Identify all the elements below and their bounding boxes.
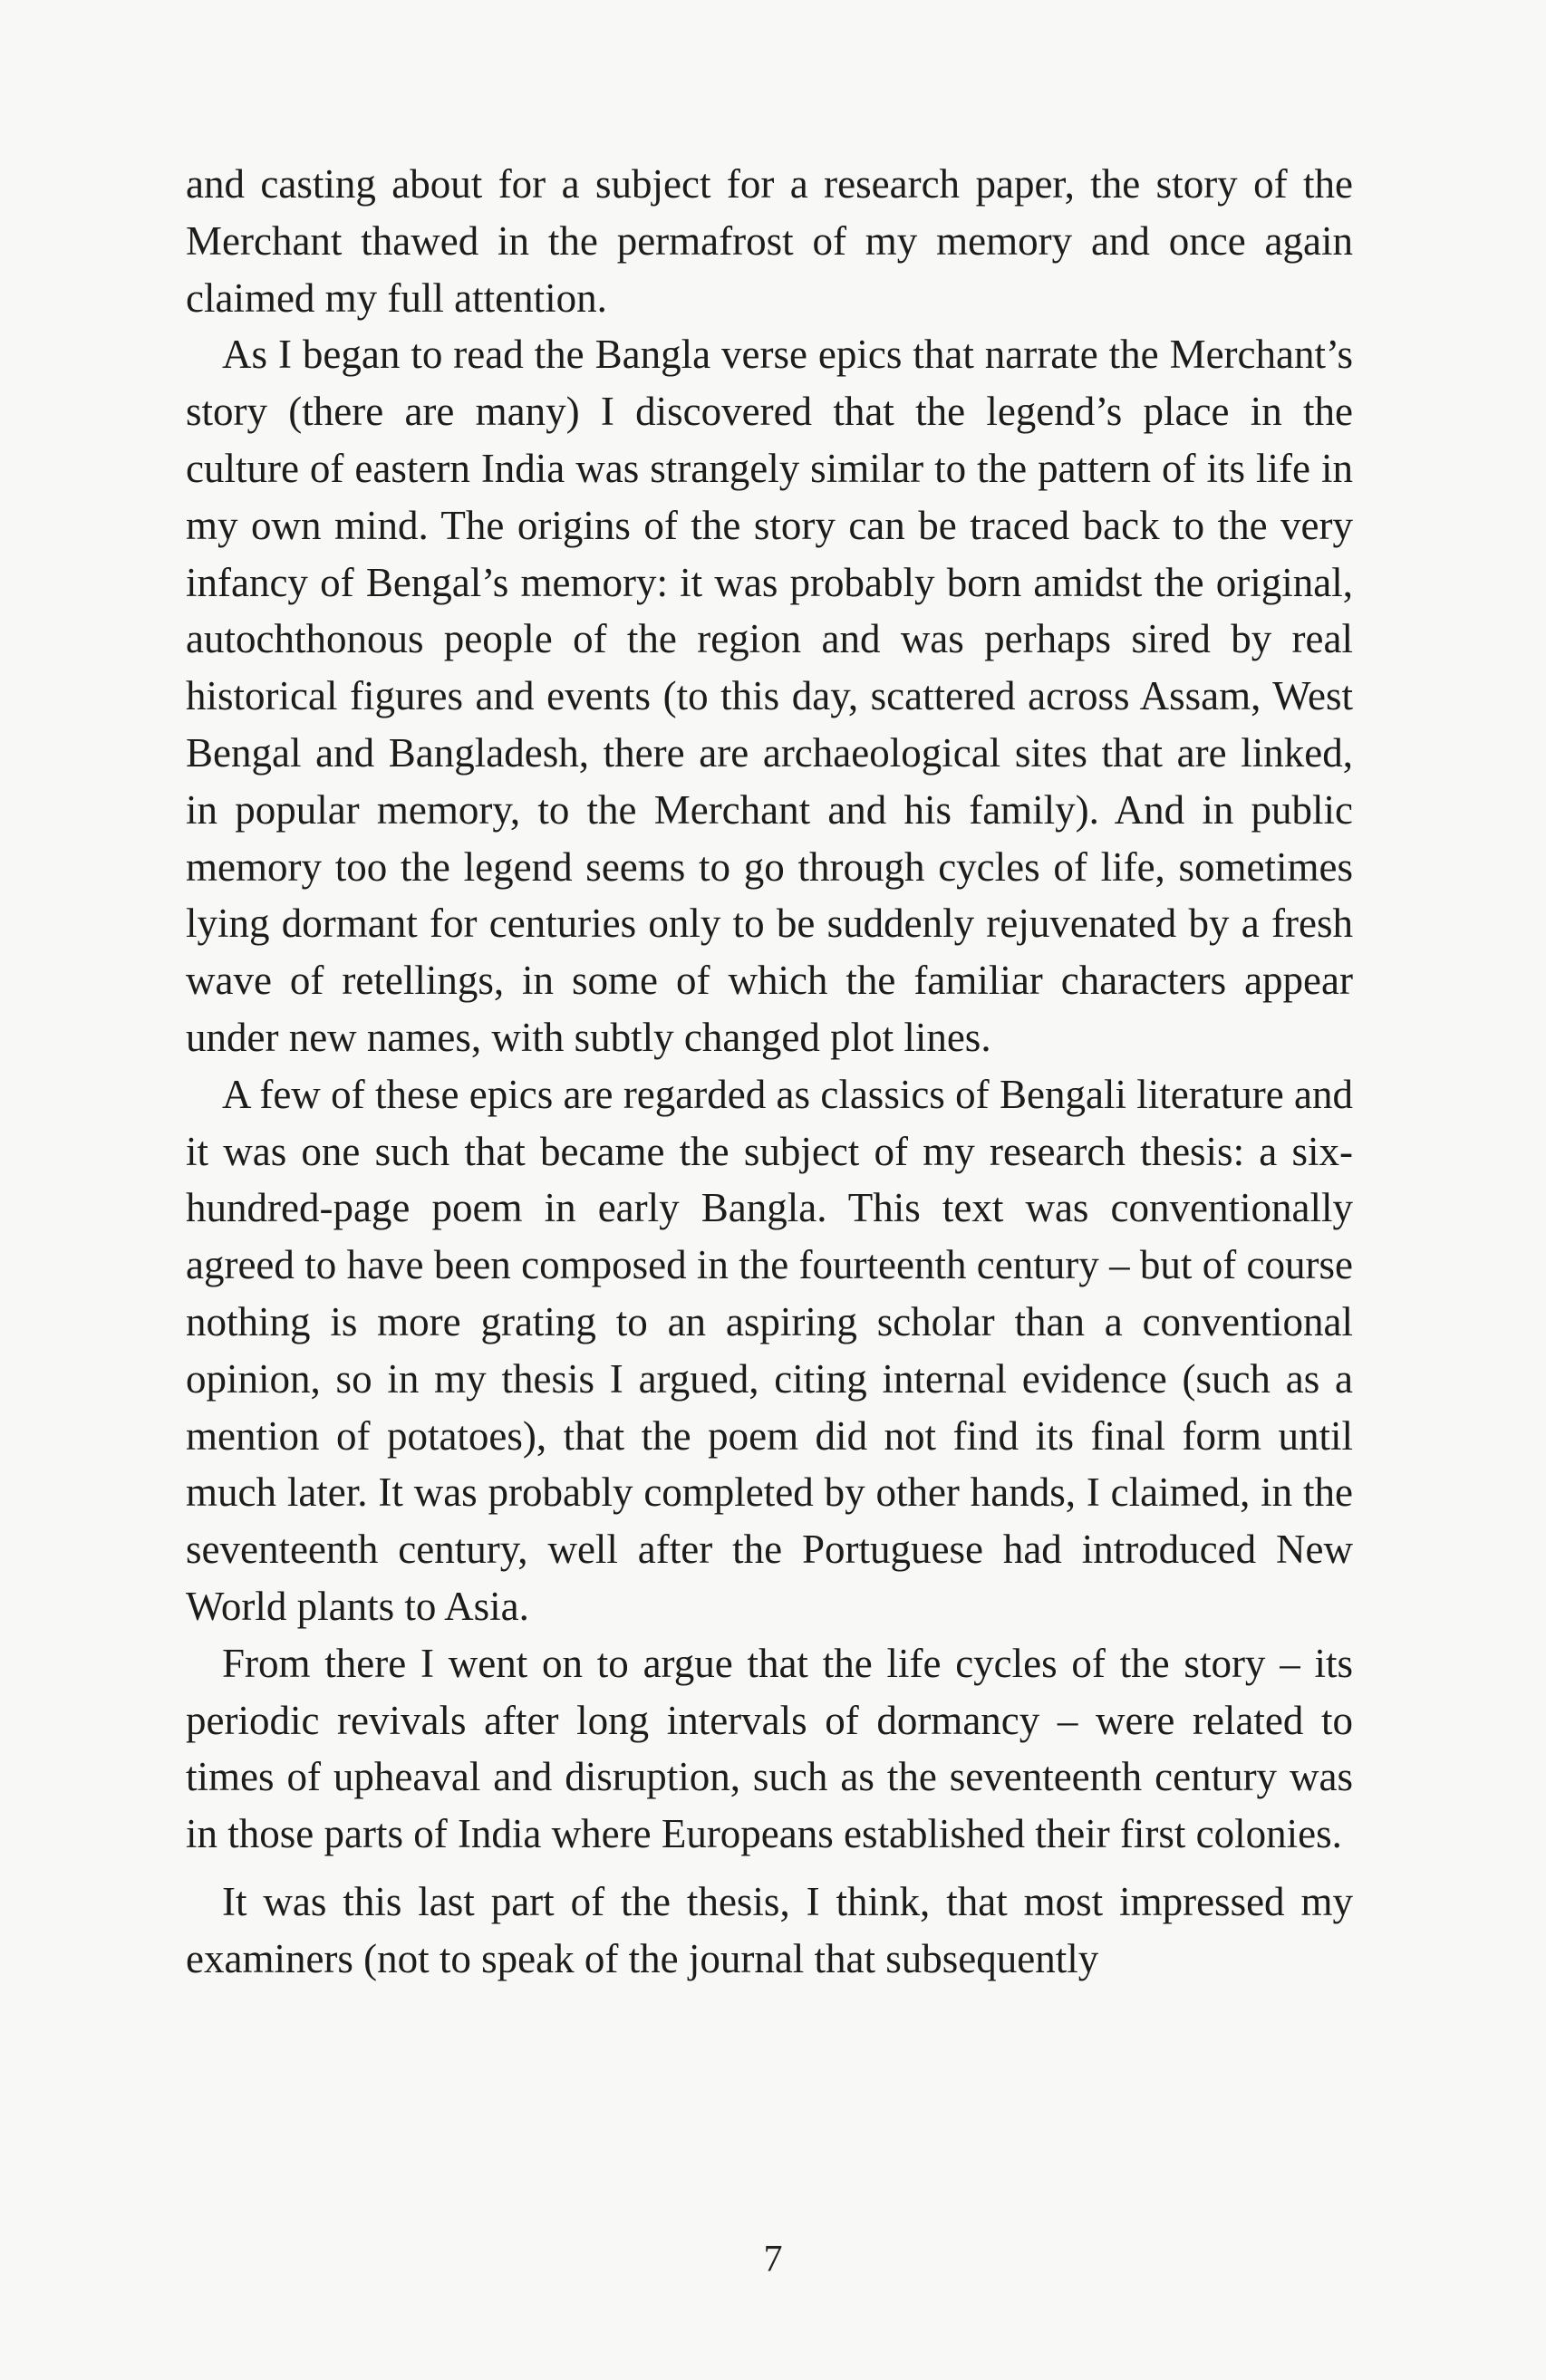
paragraph-4: From there I went on to argue that the life cycles of the story – its periodic revivals after long intervals of dormancy – were related to times of upheaval and disruption, such as the seventeenth century was in those parts of India where Europeans established their first colonies. <box>186 1640 1353 1857</box>
body-text <box>186 156 1353 1988</box>
page-number: 7 <box>763 2239 783 2280</box>
paragraph-1: and casting about for a subject for a research paper, the story of the Merchant thawed in the permafrost of my memory and once again claimed my full attention. <box>186 161 1353 321</box>
paragraph-3: A few of these epics are regarded as classics of Bengali literature and it was one such that became the subject of my research thesis: a six-hundred-page poem in early Bangla. This text was conventionally agreed to have been composed in the fourteenth century – but of course nothing is more grating to an aspiring scholar than a conventional opinion, so in my thesis I argued, citing internal evidence (such as a mention of potatoes), that the poem did not find its final form until much later. It was probably completed by other hands, I claimed, in the seventeenth century, well after the Portuguese had introduced New World plants to Asia. <box>186 1071 1353 1629</box>
paragraph-5: It was this last part of the thesis, I think, that most impressed my examiners (not to speak of the journal that subsequently <box>186 1878 1353 1981</box>
paragraph-2: As I began to read the Bangla verse epics that narrate the Merchant’s story (there are many) I discovered that the legend’s place in the culture of eastern India was strangely similar to the pattern of its life in my own mind. The origins of the story can be traced back to the very infancy of Bengal’s memory: it was probably born amidst the original, autochthonous people of the region and was perhaps sired by real historical figures and events (to this day, scattered across Assam, West Bengal and Bangladesh, there are archaeological sites that are linked, in popular memory, to the Merchant and his family). And in public memory too the legend seems to go through cycles of life, sometimes lying dormant for centuries only to be suddenly rejuvenated by a fresh wave of retellings, in some of which the familiar characters appear under new names, with subtly changed plot lines. <box>186 332 1353 1060</box>
